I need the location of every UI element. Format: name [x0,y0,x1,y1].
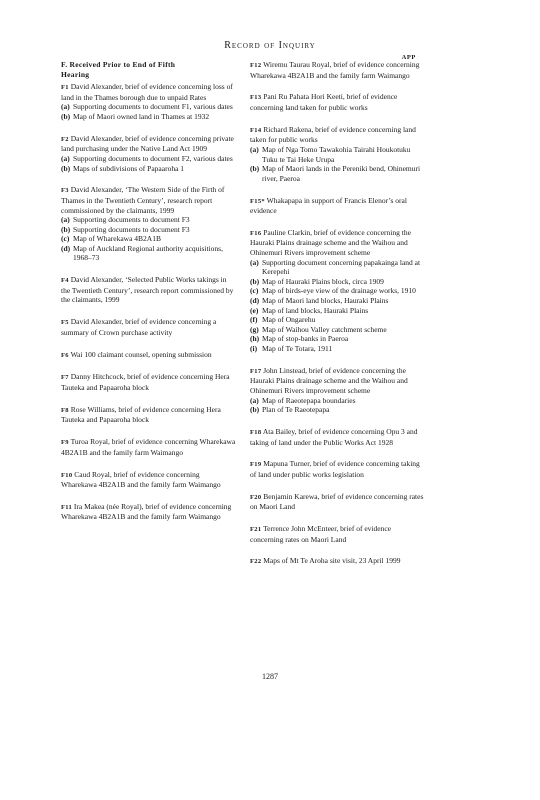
supporting-item [250,296,425,306]
document-code: F5 [61,319,69,327]
section-heading-line-2: Hearing [61,69,90,79]
document-entry [250,366,425,415]
entry-description: Pauline Clarkin, brief of evidence concerning the Hauraki Plains drainage scheme and the Waihou and Ohinemuri Rivers improvement scheme [250,227,411,258]
supporting-item [61,164,236,174]
entry-description: David Alexander, brief of evidence concerning a summary of Crown purchase activity [61,317,217,337]
appendix-tag: APP [401,54,416,61]
document-code: F22 [250,558,262,566]
entry-line [250,228,425,258]
supporting-item [61,102,236,112]
entry-line [250,366,425,396]
item-text: Plan of Te Raeotepapa [262,405,330,415]
entry-line [61,470,236,490]
item-text: Maps of subdivisions of Papaaroha 1 [73,163,185,173]
document-code: F4 [61,277,69,285]
item-marker: (a) [61,102,70,112]
supporting-item [250,164,425,183]
document-code: F15* [250,197,265,205]
entry-description: Rose Williams, brief of evidence concerning Hera Tauteka and Papaaroha block [61,404,221,425]
item-text: Map of Raeotepapa boundaries [262,395,356,405]
document-code: F12 [250,62,262,69]
entry-description: Wiremu Taurau Royal, brief of evidence concerning Wharekawa 4B2A1B and the family farm Waimango [250,60,420,80]
document-code: F2 [61,135,69,143]
entry-description: Danny Hitchcock, brief of evidence concerning Hera Tauteka and Papaaroha block [61,372,230,392]
entry-line [250,427,425,447]
entry-description: David Alexander, brief of evidence concerning private land purchasing under the Native Land Act 1909 [61,133,234,154]
supporting-item [250,334,425,344]
supporting-item [250,396,425,406]
entry-description: David Alexander, ‘Selected Public Works takings in the Twentieth Century’, research report commissioned by the claimants, 1999 [61,275,234,305]
document-code: F20 [250,493,262,501]
document-entry [250,492,425,512]
item-marker: (b) [250,164,260,174]
entry-line [250,556,425,567]
document-code: F6 [61,351,69,359]
item-marker: (b) [61,111,71,121]
item-text: Map of Waihou Valley catchment scheme [262,324,387,334]
item-marker: (a) [61,153,70,163]
item-text: Map of land blocks, Hauraki Plains [262,305,369,315]
supporting-item [250,325,425,335]
document-code: F19 [250,461,262,469]
document-entry [61,405,236,425]
entry-line [61,134,236,154]
entry-line [61,185,236,215]
document-code: F16 [250,229,262,237]
document-entry [61,502,236,522]
item-text: Map of Hauraki Plains block, circa 1909 [262,276,384,286]
entry-line [61,502,236,522]
supporting-item [250,344,425,354]
entry-line [250,459,425,479]
item-text: Map of Nga Tomo Tawakohia Tairahi Houkotuku Tuku te Tai Heke Urupa [262,144,411,164]
entry-line [250,125,425,145]
right-column [250,60,425,579]
item-marker: (a) [250,395,259,405]
document-code: F17 [250,367,262,375]
document-code: F8 [61,406,69,414]
entry-description: Terrence John McEnteer, brief of evidence concerning rates on Maori Land [250,524,391,544]
document-entry [61,437,236,457]
entry-description: David Alexander, ‘The Western Side of the Firth of Thames in the Twentieth Century’, research report commissioned by the claimants, 1999 [61,185,225,215]
item-text: Map of Maori lands in the Pereniki bend, Ohinemuri river, Paeroa [262,164,421,183]
item-marker: (c) [61,234,70,244]
entry-description: Mapuna Turner, brief of evidence concerning taking of land under public works legislation [250,459,420,479]
item-text: Map of Ongarehu [262,315,316,325]
document-code: F13 [250,94,262,102]
entry-line [250,60,425,80]
document-entry [61,372,236,392]
entry-description: Whakapapa in support of Francis Elenor’s oral evidence [250,195,407,216]
supporting-item [250,405,425,415]
item-text: Map of Wharekawa 4B2A1B [73,234,161,244]
entry-line [250,492,425,512]
supporting-item [61,215,236,225]
entry-description: Ira Makea (née Royal), brief of evidence concerning Wharekawa 4B2A1B and the family farm Waimango [61,501,232,522]
document-code: F18 [250,428,262,436]
supporting-item [250,258,425,277]
entry-line [61,82,236,102]
entry-description: Turoa Royal, brief of evidence concerning Wharekawa 4B2A1B and the family farm Waimango [61,437,236,457]
document-code: F11 [61,503,73,511]
document-entry [250,92,425,112]
document-entry [250,556,425,567]
entry-description: Maps of Mt Te Aroha site visit, 23 April 1999 [263,556,401,566]
entry-line [61,350,236,361]
item-marker: (d) [250,296,260,306]
document-entry [61,134,236,173]
item-marker: (a) [250,257,259,267]
entry-description: Pani Ru Pahata Hori Keeti, brief of evidence concerning land taken for public works [250,92,398,112]
document-entry [250,427,425,447]
entry-description: David Alexander, brief of evidence concerning loss of land in the Thames borough due to unpaid Rates [61,82,233,102]
supporting-item [250,277,425,287]
supporting-item [61,112,236,122]
document-entry [250,459,425,479]
entry-line [61,437,236,457]
document-entry [61,350,236,361]
item-text: Map of birds-eye view of the drainage works, 1910 [262,286,416,296]
entry-line [250,524,425,544]
document-code: F1 [61,84,69,92]
supporting-item [61,234,236,244]
item-text: Supporting documents to document F3 [73,215,190,225]
item-text: Supporting documents to document F1, various dates [73,102,233,112]
section-heading-line-1: F. Received Prior to End of Fifth [61,60,176,69]
document-entry [61,470,236,490]
document-entry [61,185,236,263]
document-entry [250,196,425,216]
document-entry [61,317,236,337]
supporting-item [61,244,236,263]
document-entry [61,82,236,121]
item-marker: (a) [250,144,259,154]
document-entry [61,275,236,305]
supporting-item [250,306,425,316]
item-text: Map of Maori land blocks, Hauraki Plains [262,296,389,306]
entry-line [61,275,236,305]
item-marker: (f) [250,315,258,325]
item-marker: (b) [61,163,71,173]
document-code: F21 [250,526,262,534]
item-text: Supporting document concerning papakainga land at Kerepehi [262,257,421,277]
item-marker: (a) [61,215,70,225]
item-marker: (h) [250,334,260,344]
entry-description: Caud Royal, brief of evidence concerning Wharekawa 4B2A1B and the family farm Waimango [61,469,221,490]
entry-line [61,372,236,392]
item-text: Supporting documents to document F3 [73,224,190,234]
document-entry [250,60,425,80]
item-text: Map of Auckland Regional authority acquisitions, 1968–73 [73,243,223,263]
document-entry [250,228,425,354]
document-code: F10 [61,471,73,479]
supporting-item [61,154,236,164]
document-code: F7 [61,374,69,382]
entry-description: Richard Rakena, brief of evidence concerning land taken for public works [250,124,416,145]
item-marker: (c) [250,286,259,296]
item-marker: (i) [250,344,258,353]
document-code: F3 [61,187,69,195]
item-marker: (b) [250,405,260,415]
document-code: F9 [61,439,69,447]
entry-line [250,196,425,216]
entry-line [250,92,425,112]
supporting-item [61,225,236,235]
supporting-item [250,145,425,164]
item-text: Map of Te Totara, 1911 [262,344,333,353]
item-marker: (b) [61,224,71,234]
item-marker: (d) [61,243,71,253]
item-marker: (e) [250,305,259,315]
supporting-item [250,315,425,325]
document-entry [250,125,425,184]
page-number: 1287 [262,672,278,681]
entry-description: Ata Bailey, brief of evidence concerning Opu 3 and taking of land under the Public Works Act 1928 [250,426,418,447]
item-text: Map of stop-banks in Paeroa [262,334,349,344]
left-column [61,60,236,534]
document-entry [250,524,425,544]
supporting-item [250,286,425,296]
entry-description: Wai 100 claimant counsel, opening submission [70,349,212,359]
document-code: F14 [250,126,262,134]
section-heading [61,60,236,79]
entry-line [61,317,236,337]
item-marker: (b) [250,276,260,286]
item-text: Supporting documents to document F2, various dates [73,153,233,163]
item-marker: (g) [250,324,259,334]
item-text: Map of Maori owned land in Thames at 1932 [73,111,210,121]
running-header: Record of Inquiry [224,40,316,51]
entry-line [61,405,236,425]
entry-description: Benjamin Karewa, brief of evidence concerning rates on Maori Land [250,491,424,512]
entry-description: John Linstead, brief of evidence concerning the Hauraki Plains drainage scheme and the Waihou and Ohinemuri Rivers improvement scheme [250,365,408,395]
